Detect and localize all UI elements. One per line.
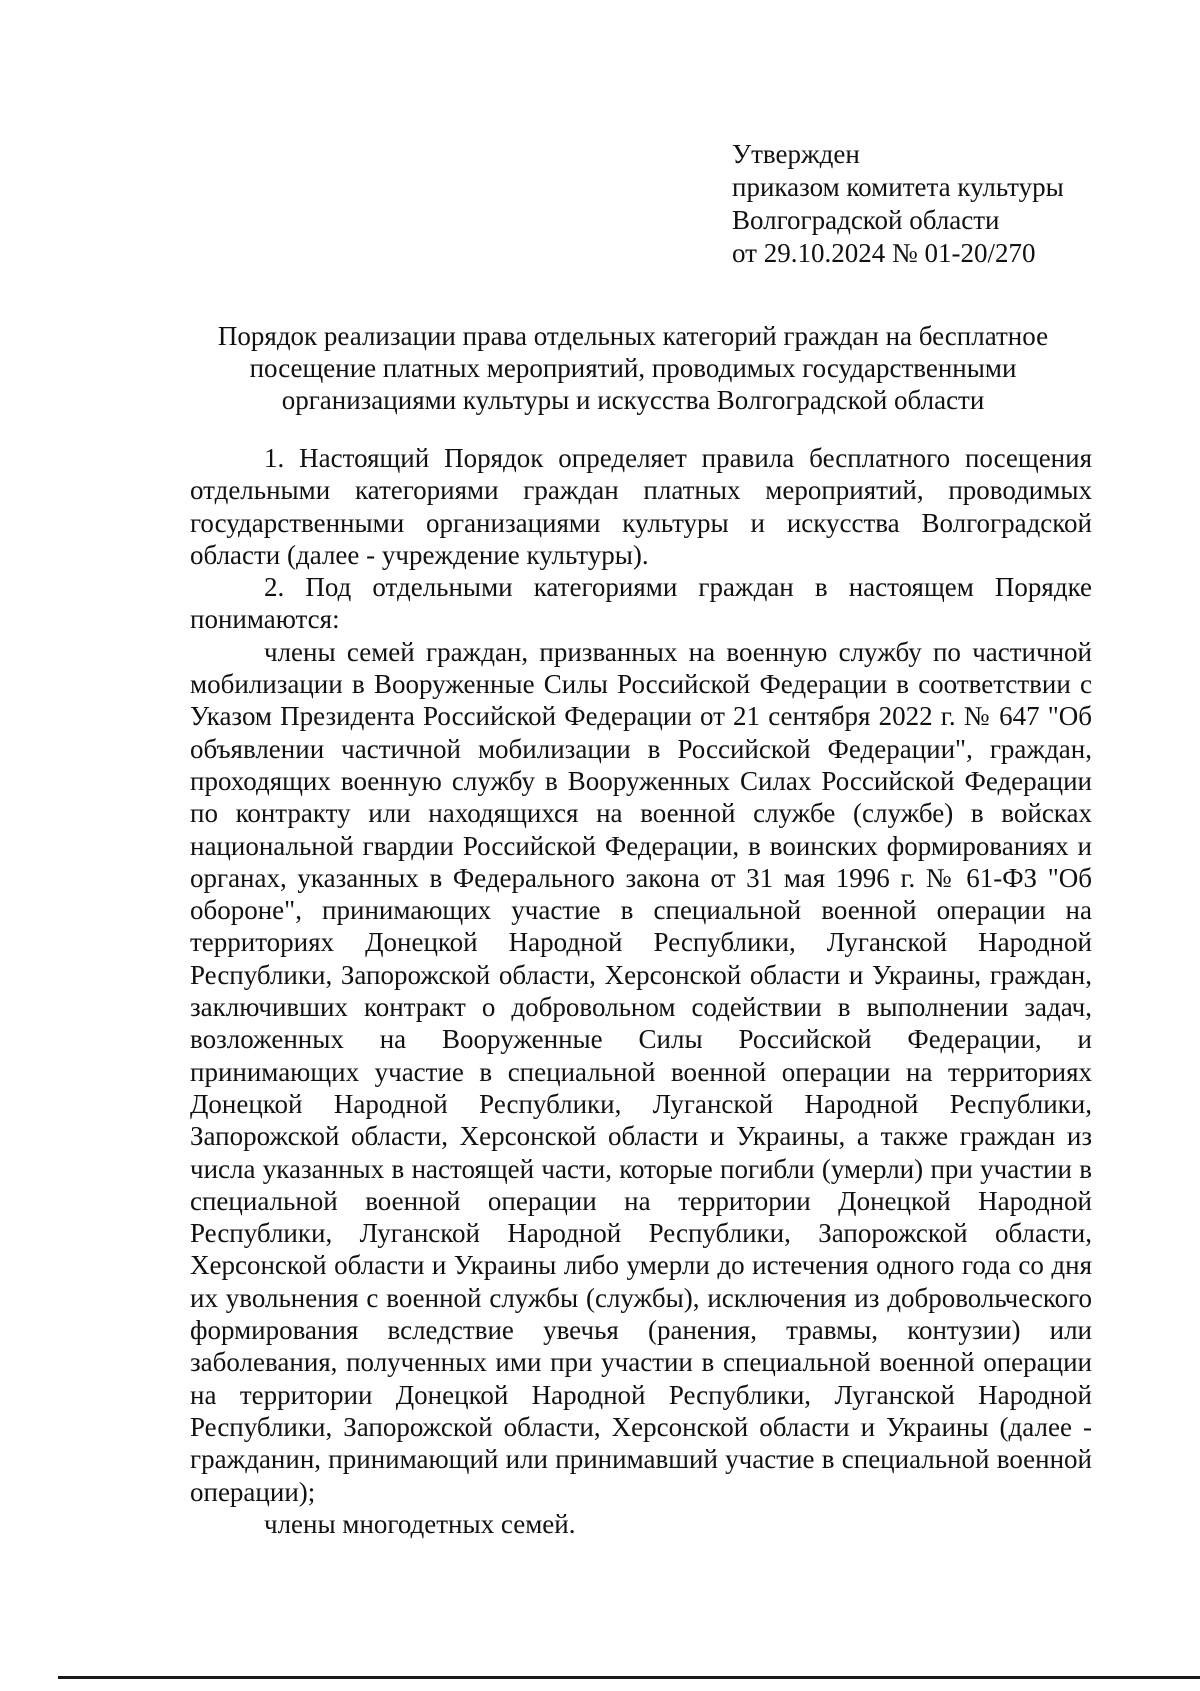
- title-line-2: посещение платных мероприятий, проводимых государственными: [249, 353, 1017, 383]
- approval-line-3: Волгоградской области: [732, 205, 1000, 235]
- document-title: [188, 320, 1078, 416]
- paragraph-4: члены многодетных семей.: [264, 1508, 576, 1539]
- paragraph-3: члены семей граждан, призванных на военную службу по частичной мобилизации в Вооруженные Силы Российской Федерации в соответствии с Указом Президента Российской Федерации от 21 сентября 2022 г. № 647 "Об объявлении частичной мобилизации в Российской Федерации", граждан, проходящих военную службу в Вооруженных Силах Российской Федерации по контракту или находящихся на военной службе (службе) в войсках национальной гвардии Российской Федерации, в воинских формированиях и органах, указанных в Федерального закона от 31 мая 1996 г. № 61-ФЗ "Об обороне", принимающих участие в специальной военной операции на территориях Донецкой Народной Республики, Луганской Народной Республики, Запорожской области, Херсонской области и Украины, граждан, заключивших контракт о добровольном содействии в выполнении задач, возложенных на Вооруженные Силы Российской Федерации, и принимающих участие в специальной военной операции на территориях Донецкой Народной Республики, Луганской Народной Республики, Запорожской области, Херсонской области и Украины, а также граждан из числа указанных в настоящей части, которые погибли (умерли) при участии в специальной военной операции на территории Донецкой Народной Республики, Луганской Народной Республики, Запорожской области, Херсонской области и Украины либо умерли до истечения одного года со дня их увольнения с военной службы (службы), исключения из добровольческого формирования вследствие увечья (ранения, травмы, контузии) или заболевания, полученных ими при участии в специальной военной операции на территории Донецкой Народной Республики, Луганской Народной Республики, Запорожской области, Херсонской области и Украины (далее - гражданин, принимающий или принимавший участие в специальной военной операции);: [190, 636, 1092, 1507]
- scan-edge-line: [58, 1676, 1200, 1679]
- title-line-1: Порядок реализации права отдельных категорий граждан на бесплатное: [217, 321, 1049, 351]
- approval-line-1: Утвержден: [732, 139, 860, 169]
- paragraph-2: 2. Под отдельными категориями граждан в настоящем Порядке понимаются:: [190, 572, 1092, 635]
- approval-stamp: [732, 138, 1064, 270]
- title-line-3: организациями культуры и искусства Волгоградской области: [281, 385, 985, 415]
- approval-line-2: приказом комитета культуры: [732, 172, 1064, 202]
- approval-line-4: от 29.10.2024 № 01-20/270: [732, 238, 1036, 268]
- paragraph-1: 1. Настоящий Порядок определяет правила бесплатного посещения отдельными категориями граждан платных мероприятий, проводимых государственными организациями культуры и искусства Волгоградской области (далее - учреждение культуры).: [190, 443, 1092, 570]
- document-body: [190, 442, 1092, 1540]
